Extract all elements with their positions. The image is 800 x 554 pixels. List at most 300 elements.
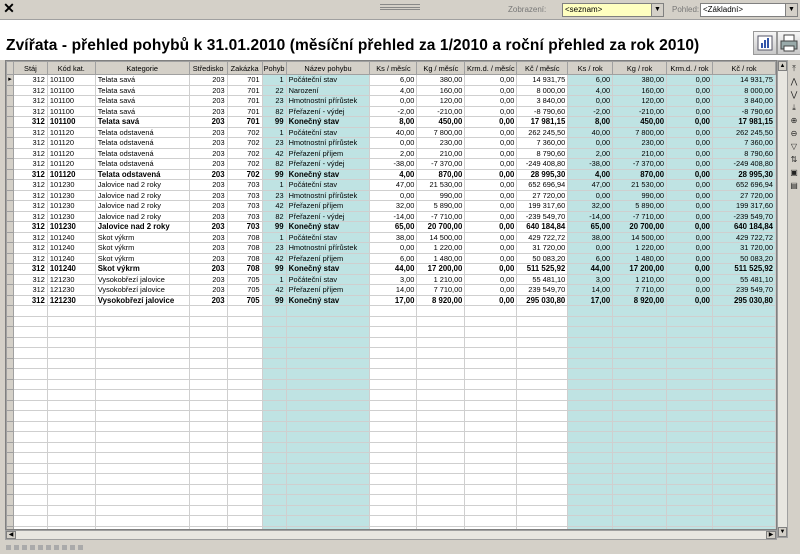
table-cell[interactable]: Přeřazení příjem (286, 253, 370, 264)
table-cell[interactable]: Skot výkrm (95, 232, 189, 243)
table-cell[interactable]: 23 (262, 243, 286, 254)
table-cell[interactable]: Počáteční stav (286, 180, 370, 191)
table-cell[interactable]: Jalovice nad 2 roky (95, 180, 189, 191)
table-cell[interactable]: Přeřazení příjem (286, 201, 370, 212)
table-cell[interactable]: 702 (227, 138, 262, 149)
column-header[interactable]: Pohyb (263, 63, 285, 73)
table-cell[interactable]: 2,00 (568, 148, 613, 159)
table-cell[interactable]: 42 (262, 285, 286, 296)
table-cell[interactable]: 14,00 (370, 285, 417, 296)
table-cell[interactable]: -8 790,60 (517, 106, 568, 117)
row-indicator[interactable] (7, 285, 14, 296)
table-cell[interactable]: 8 920,00 (417, 295, 465, 306)
table-cell[interactable]: -7 370,00 (417, 159, 465, 170)
table-cell[interactable]: 870,00 (613, 169, 667, 180)
table-cell[interactable]: 3,00 (568, 274, 613, 285)
table-cell[interactable]: Konečný stav (286, 117, 370, 128)
table-cell[interactable]: 0,00 (465, 211, 517, 222)
row-indicator[interactable] (7, 138, 14, 149)
table-cell[interactable]: 32,00 (568, 201, 613, 212)
zoom-out-icon[interactable]: ⊖ (790, 129, 798, 138)
table-cell[interactable]: 8 000,00 (517, 85, 568, 96)
table-cell[interactable]: 450,00 (417, 117, 465, 128)
table-cell[interactable]: 20 700,00 (417, 222, 465, 233)
table-cell[interactable]: Jalovice nad 2 roky (95, 201, 189, 212)
table-cell[interactable]: 312 (13, 253, 47, 264)
table-cell[interactable]: Telata savá (95, 96, 189, 107)
table-cell[interactable]: 121230 (47, 295, 95, 306)
table-cell[interactable]: 295 030,80 (713, 295, 776, 306)
table-cell[interactable]: -14,00 (568, 211, 613, 222)
column-header[interactable]: Ks / měsíc (370, 62, 417, 75)
table-cell[interactable]: 1 (262, 180, 286, 191)
sort-icon[interactable]: ⇅ (790, 155, 798, 164)
table-cell[interactable]: 652 696,94 (517, 180, 568, 191)
table-cell[interactable]: 312 (13, 96, 47, 107)
table-cell[interactable]: Vysokobřezí jalovice (95, 295, 189, 306)
table-cell[interactable]: 40,00 (568, 127, 613, 138)
table-cell[interactable]: 5 890,00 (613, 201, 667, 212)
table-cell[interactable]: Jalovice nad 2 roky (95, 222, 189, 233)
table-cell[interactable]: 312 (13, 264, 47, 275)
table-cell[interactable]: 99 (262, 264, 286, 275)
table-cell[interactable]: 203 (189, 201, 227, 212)
table-cell[interactable]: 702 (227, 127, 262, 138)
table-cell[interactable]: 705 (227, 274, 262, 285)
table-cell[interactable]: 203 (189, 117, 227, 128)
table-cell[interactable]: 0,00 (465, 243, 517, 254)
column-header[interactable]: Kč / měsíc (517, 62, 568, 75)
table-cell[interactable]: 0,00 (667, 138, 713, 149)
table-cell[interactable]: 8 000,00 (713, 85, 776, 96)
table-cell[interactable]: Telata savá (95, 117, 189, 128)
table-cell[interactable]: 23 (262, 96, 286, 107)
table-cell[interactable]: 17,00 (568, 295, 613, 306)
table-cell[interactable]: 708 (227, 232, 262, 243)
table-cell[interactable]: 312 (13, 243, 47, 254)
table-cell[interactable]: 702 (227, 148, 262, 159)
table-cell[interactable]: -7 370,00 (613, 159, 667, 170)
table-cell[interactable]: 0,00 (465, 148, 517, 159)
table-cell[interactable]: 6,00 (568, 75, 613, 86)
lock-icon[interactable]: ▣ (790, 168, 798, 177)
table-cell[interactable]: 203 (189, 106, 227, 117)
row-indicator[interactable] (7, 169, 14, 180)
table-cell[interactable]: 31 720,00 (517, 243, 568, 254)
close-icon[interactable]: ✕ (3, 0, 15, 16)
table-cell[interactable]: 708 (227, 264, 262, 275)
table-cell[interactable]: -2,00 (568, 106, 613, 117)
row-indicator[interactable] (7, 96, 14, 107)
table-cell[interactable]: 14,00 (568, 285, 613, 296)
table-cell[interactable]: 0,00 (568, 190, 613, 201)
table-cell[interactable]: 703 (227, 190, 262, 201)
table-cell[interactable]: 7 800,00 (613, 127, 667, 138)
table-cell[interactable]: 101230 (47, 211, 95, 222)
table-cell[interactable]: 0,00 (667, 106, 713, 117)
column-header[interactable]: Kč / rok (713, 62, 776, 75)
table-cell[interactable]: 511 525,92 (713, 264, 776, 275)
table-cell[interactable]: 0,00 (465, 169, 517, 180)
table-cell[interactable]: 511 525,92 (517, 264, 568, 275)
table-cell[interactable]: Telata odstavená (95, 138, 189, 149)
table-cell[interactable]: 0,00 (465, 274, 517, 285)
table-cell[interactable]: 0,00 (465, 127, 517, 138)
table-cell[interactable]: 312 (13, 222, 47, 233)
table-cell[interactable]: 0,00 (465, 264, 517, 275)
row-indicator[interactable] (7, 264, 14, 275)
table-cell[interactable]: 65,00 (568, 222, 613, 233)
table-cell[interactable]: Telata odstavená (95, 159, 189, 170)
table-cell[interactable]: 380,00 (613, 75, 667, 86)
table-cell[interactable]: 0,00 (667, 180, 713, 191)
table-cell[interactable]: 101100 (47, 106, 95, 117)
table-cell[interactable]: 0,00 (465, 159, 517, 170)
table-cell[interactable]: 1 (262, 127, 286, 138)
table-cell[interactable]: 312 (13, 190, 47, 201)
table-cell[interactable]: -38,00 (370, 159, 417, 170)
table-cell[interactable]: 1 220,00 (613, 243, 667, 254)
table-cell[interactable]: 101100 (47, 85, 95, 96)
scroll-left-icon[interactable]: ◀ (6, 531, 16, 539)
table-row[interactable] (7, 211, 776, 222)
table-row[interactable] (7, 201, 776, 212)
table-cell[interactable]: 7 360,00 (713, 138, 776, 149)
table-row[interactable] (7, 85, 776, 96)
row-indicator[interactable] (7, 201, 14, 212)
table-cell[interactable]: 203 (189, 169, 227, 180)
table-cell[interactable]: 312 (13, 274, 47, 285)
zoom-in-icon[interactable]: ⊕ (790, 116, 798, 125)
table-cell[interactable]: 262 245,50 (517, 127, 568, 138)
table-cell[interactable]: 17 200,00 (613, 264, 667, 275)
table-cell[interactable]: 703 (227, 201, 262, 212)
table-row[interactable] (7, 148, 776, 159)
table-cell[interactable]: 312 (13, 295, 47, 306)
table-cell[interactable]: 65,00 (370, 222, 417, 233)
table-cell[interactable]: 380,00 (417, 75, 465, 86)
table-cell[interactable]: 0,00 (465, 138, 517, 149)
table-cell[interactable]: 120,00 (613, 96, 667, 107)
table-cell[interactable]: 14 500,00 (613, 232, 667, 243)
table-cell[interactable]: -210,00 (417, 106, 465, 117)
table-cell[interactable]: 99 (262, 169, 286, 180)
table-cell[interactable]: 8 790,60 (713, 148, 776, 159)
table-cell[interactable]: 199 317,60 (517, 201, 568, 212)
table-cell[interactable]: 101240 (47, 253, 95, 264)
table-cell[interactable]: 0,00 (667, 117, 713, 128)
row-indicator[interactable] (7, 159, 14, 170)
table-cell[interactable]: 0,00 (568, 243, 613, 254)
table-cell[interactable]: 101230 (47, 222, 95, 233)
table-cell[interactable]: 121230 (47, 274, 95, 285)
table-cell[interactable]: Hmotnostní přírůstek (286, 243, 370, 254)
table-cell[interactable]: 0,00 (667, 201, 713, 212)
table-cell[interactable]: 42 (262, 201, 286, 212)
row-indicator[interactable] (7, 253, 14, 264)
table-row[interactable] (7, 159, 776, 170)
filter-icon[interactable]: ▽ (790, 142, 798, 151)
table-cell[interactable]: 203 (189, 159, 227, 170)
table-cell[interactable]: Skot výkrm (95, 243, 189, 254)
chart-tool-icon[interactable] (753, 31, 777, 55)
table-cell[interactable]: 0,00 (370, 96, 417, 107)
table-cell[interactable]: 82 (262, 159, 286, 170)
table-cell[interactable]: 203 (189, 222, 227, 233)
table-cell[interactable]: 203 (189, 253, 227, 264)
table-cell[interactable]: Počáteční stav (286, 127, 370, 138)
table-cell[interactable]: 990,00 (613, 190, 667, 201)
table-cell[interactable]: 295 030,80 (517, 295, 568, 306)
table-cell[interactable]: 121230 (47, 285, 95, 296)
table-cell[interactable]: 21 530,00 (417, 180, 465, 191)
table-cell[interactable]: -7 710,00 (613, 211, 667, 222)
table-cell[interactable]: 1 (262, 75, 286, 86)
table-cell[interactable]: 203 (189, 232, 227, 243)
table-cell[interactable]: 6,00 (370, 75, 417, 86)
table-cell[interactable]: 101100 (47, 75, 95, 86)
table-cell[interactable]: 312 (13, 127, 47, 138)
table-cell[interactable]: 44,00 (370, 264, 417, 275)
column-header[interactable]: Krm.d. / rok (667, 62, 713, 75)
table-cell[interactable]: 708 (227, 243, 262, 254)
table-cell[interactable]: 47,00 (370, 180, 417, 191)
table-row[interactable] (7, 117, 776, 128)
table-cell[interactable]: 429 722,72 (713, 232, 776, 243)
row-indicator[interactable] (7, 180, 14, 191)
table-cell[interactable]: 0,00 (568, 138, 613, 149)
horizontal-scrollbar[interactable] (5, 530, 777, 540)
table-cell[interactable]: Telata odstavená (95, 148, 189, 159)
table-cell[interactable]: Jalovice nad 2 roky (95, 190, 189, 201)
table-cell[interactable]: 0,00 (667, 85, 713, 96)
table-cell[interactable]: 47,00 (568, 180, 613, 191)
table-cell[interactable]: 0,00 (568, 96, 613, 107)
table-cell[interactable]: 0,00 (465, 253, 517, 264)
table-cell[interactable]: 3,00 (370, 274, 417, 285)
table-cell[interactable]: Telata odstavená (95, 169, 189, 180)
table-row[interactable] (7, 138, 776, 149)
table-cell[interactable]: 312 (13, 169, 47, 180)
table-cell[interactable]: -2,00 (370, 106, 417, 117)
table-cell[interactable]: Hmotnostní přírůstek (286, 190, 370, 201)
table-cell[interactable]: -7 710,00 (417, 211, 465, 222)
table-cell[interactable]: 50 083,20 (517, 253, 568, 264)
table-cell[interactable]: Telata savá (95, 75, 189, 86)
table-cell[interactable]: 4,00 (370, 169, 417, 180)
data-grid[interactable] (5, 60, 777, 530)
table-cell[interactable]: 22 (262, 85, 286, 96)
table-cell[interactable]: 8 920,00 (613, 295, 667, 306)
table-cell[interactable]: 42 (262, 253, 286, 264)
table-cell[interactable]: 0,00 (667, 127, 713, 138)
table-row[interactable] (7, 169, 776, 180)
table-cell[interactable]: Konečný stav (286, 264, 370, 275)
table-cell[interactable]: 0,00 (465, 75, 517, 86)
table-cell[interactable]: 0,00 (465, 180, 517, 191)
table-cell[interactable]: 0,00 (370, 243, 417, 254)
print-icon[interactable] (777, 31, 800, 55)
table-cell[interactable]: 101230 (47, 180, 95, 191)
table-icon[interactable]: ▤ (790, 181, 798, 190)
table-cell[interactable]: 210,00 (417, 148, 465, 159)
table-cell[interactable]: Vysokobřezí jalovice (95, 274, 189, 285)
table-row[interactable] (7, 253, 776, 264)
table-cell[interactable]: Počáteční stav (286, 274, 370, 285)
table-cell[interactable]: 50 083,20 (713, 253, 776, 264)
table-cell[interactable]: Telata savá (95, 106, 189, 117)
table-cell[interactable]: 3 840,00 (713, 96, 776, 107)
table-cell[interactable]: Skot výkrm (95, 264, 189, 275)
table-cell[interactable]: 6,00 (370, 253, 417, 264)
table-cell[interactable]: 7 360,00 (517, 138, 568, 149)
table-cell[interactable]: 44,00 (568, 264, 613, 275)
table-row[interactable] (7, 96, 776, 107)
next-record-icon[interactable]: ⋁ (790, 90, 798, 99)
drag-grip[interactable] (380, 4, 420, 10)
table-cell[interactable]: Hmotnostní přírůstek (286, 96, 370, 107)
table-cell[interactable]: Přeřazení - výdej (286, 106, 370, 117)
table-row[interactable] (7, 274, 776, 285)
table-cell[interactable]: 990,00 (417, 190, 465, 201)
table-cell[interactable]: 0,00 (667, 211, 713, 222)
previous-record-icon[interactable]: ⋀ (790, 77, 798, 86)
table-cell[interactable]: 703 (227, 211, 262, 222)
table-cell[interactable]: 203 (189, 180, 227, 191)
table-cell[interactable]: 203 (189, 85, 227, 96)
table-cell[interactable]: 312 (13, 106, 47, 117)
table-cell[interactable]: 703 (227, 222, 262, 233)
table-cell[interactable]: 0,00 (667, 75, 713, 86)
table-row[interactable] (7, 190, 776, 201)
table-row[interactable] (7, 232, 776, 243)
table-cell[interactable]: 701 (227, 96, 262, 107)
table-cell[interactable]: Konečný stav (286, 295, 370, 306)
table-cell[interactable]: 0,00 (667, 243, 713, 254)
table-cell[interactable]: 652 696,94 (713, 180, 776, 191)
table-cell[interactable]: 870,00 (417, 169, 465, 180)
table-cell[interactable]: 5 890,00 (417, 201, 465, 212)
table-cell[interactable]: 640 184,84 (713, 222, 776, 233)
table-cell[interactable]: 262 245,50 (713, 127, 776, 138)
table-cell[interactable]: 42 (262, 148, 286, 159)
table-cell[interactable]: Telata savá (95, 85, 189, 96)
table-cell[interactable]: 0,00 (465, 85, 517, 96)
table-cell[interactable]: 7 710,00 (417, 285, 465, 296)
table-cell[interactable]: Jalovice nad 2 roky (95, 211, 189, 222)
table-cell[interactable]: 101240 (47, 243, 95, 254)
table-cell[interactable]: 0,00 (667, 190, 713, 201)
row-indicator[interactable] (7, 85, 14, 96)
table-cell[interactable]: 0,00 (465, 117, 517, 128)
table-cell[interactable]: 99 (262, 117, 286, 128)
column-header[interactable]: Ks / rok (568, 62, 613, 75)
table-cell[interactable]: 23 (262, 138, 286, 149)
table-cell[interactable]: 708 (227, 253, 262, 264)
table-cell[interactable]: 2,00 (370, 148, 417, 159)
table-cell[interactable]: 701 (227, 75, 262, 86)
table-cell[interactable]: 312 (13, 201, 47, 212)
table-cell[interactable]: 0,00 (465, 201, 517, 212)
table-cell[interactable]: Vysokobřezí jalovice (95, 285, 189, 296)
table-cell[interactable]: 38,00 (568, 232, 613, 243)
table-row[interactable] (7, 127, 776, 138)
table-cell[interactable]: -249 408,80 (517, 159, 568, 170)
table-cell[interactable]: 14 931,75 (713, 75, 776, 86)
table-cell[interactable]: 701 (227, 117, 262, 128)
table-cell[interactable]: 14 931,75 (517, 75, 568, 86)
table-cell[interactable]: 82 (262, 211, 286, 222)
table-cell[interactable]: Skot výkrm (95, 253, 189, 264)
table-cell[interactable]: 23 (262, 190, 286, 201)
table-cell[interactable]: 21 530,00 (613, 180, 667, 191)
table-cell[interactable]: 1 210,00 (417, 274, 465, 285)
table-cell[interactable]: 160,00 (613, 85, 667, 96)
column-header[interactable]: Název pohybu (286, 62, 370, 75)
table-cell[interactable]: 31 720,00 (713, 243, 776, 254)
column-header[interactable]: Krm.d. / měsíc (465, 62, 517, 75)
table-cell[interactable]: 0,00 (667, 264, 713, 275)
table-cell[interactable]: 0,00 (465, 106, 517, 117)
table-cell[interactable]: Telata odstavená (95, 127, 189, 138)
table-cell[interactable]: 0,00 (667, 159, 713, 170)
last-record-icon[interactable]: ⤓ (792, 103, 796, 112)
table-cell[interactable]: 0,00 (667, 232, 713, 243)
scroll-right-icon[interactable]: ▶ (766, 531, 776, 539)
table-cell[interactable]: 702 (227, 169, 262, 180)
table-cell[interactable]: 199 317,60 (713, 201, 776, 212)
table-cell[interactable]: 7 710,00 (613, 285, 667, 296)
table-cell[interactable]: 0,00 (465, 232, 517, 243)
table-cell[interactable]: -38,00 (568, 159, 613, 170)
table-cell[interactable]: 640 184,84 (517, 222, 568, 233)
table-cell[interactable]: 27 720,00 (517, 190, 568, 201)
table-cell[interactable]: Počáteční stav (286, 75, 370, 86)
table-cell[interactable]: 38,00 (370, 232, 417, 243)
table-cell[interactable]: -8 790,60 (713, 106, 776, 117)
table-cell[interactable]: 1 480,00 (417, 253, 465, 264)
table-cell[interactable]: 203 (189, 285, 227, 296)
table-cell[interactable]: 239 549,70 (713, 285, 776, 296)
table-cell[interactable]: 203 (189, 243, 227, 254)
table-cell[interactable]: 703 (227, 180, 262, 191)
table-cell[interactable]: -249 408,80 (713, 159, 776, 170)
table-cell[interactable]: 0,00 (465, 222, 517, 233)
row-indicator[interactable] (7, 190, 14, 201)
table-cell[interactable]: 1 (262, 274, 286, 285)
table-cell[interactable]: 0,00 (667, 169, 713, 180)
table-cell[interactable]: 32,00 (370, 201, 417, 212)
table-cell[interactable]: 312 (13, 211, 47, 222)
table-cell[interactable]: 101100 (47, 96, 95, 107)
vertical-scrollbar[interactable] (777, 60, 788, 538)
table-cell[interactable]: 450,00 (613, 117, 667, 128)
column-header[interactable]: Stáj (13, 62, 47, 75)
table-cell[interactable]: 203 (189, 96, 227, 107)
table-cell[interactable]: 101120 (47, 127, 95, 138)
column-header[interactable]: Kategorie (95, 62, 189, 75)
table-cell[interactable]: 203 (189, 138, 227, 149)
table-cell[interactable]: Hmotnostní přírůstek (286, 138, 370, 149)
row-indicator[interactable] (7, 117, 14, 128)
table-row[interactable] (7, 285, 776, 296)
row-indicator[interactable] (7, 295, 14, 306)
row-indicator[interactable] (7, 106, 14, 117)
table-cell[interactable]: -239 549,70 (713, 211, 776, 222)
table-cell[interactable]: 17,00 (370, 295, 417, 306)
row-indicator[interactable] (7, 243, 14, 254)
row-indicator[interactable] (7, 232, 14, 243)
